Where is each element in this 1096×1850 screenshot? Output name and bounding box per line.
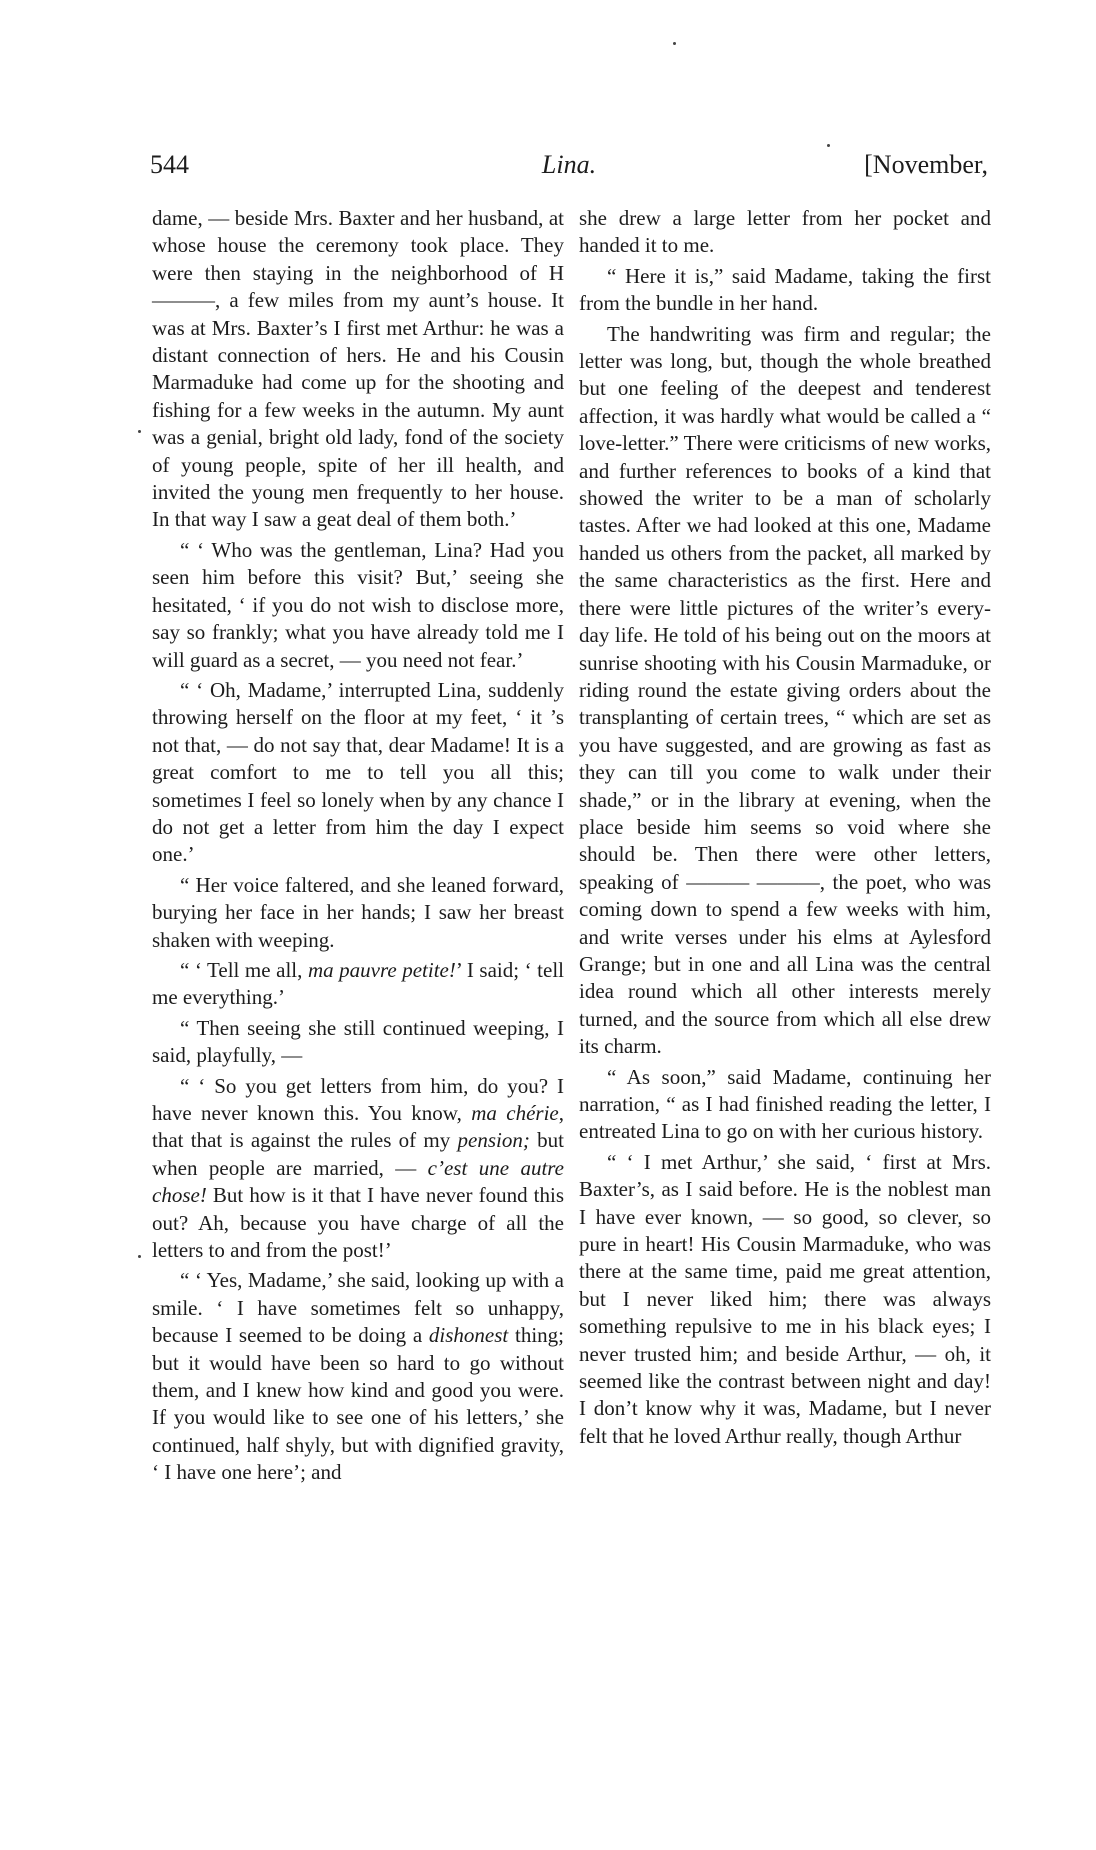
ink-speck — [827, 144, 830, 147]
text-run: , that that is against the rules of my — [152, 1101, 564, 1153]
text-run: “ ‘ Tell me all, — [180, 957, 308, 982]
paragraph: “ As soon,” said Madame, continuing her narration, “ as I had finished reading the letter, I entreated Lina to go on with her curious history. — [579, 1064, 991, 1144]
italic-run: ma pauvre petite! — [307, 957, 456, 982]
paragraph: “ ‘ Oh, Madame,’ interrupted Lina, suddenly throwing herself on the floor at my feet, ‘ it ’s not that, — do not say that, dear Madame! It is a great comfort to me to tell you all this; sometimes I feel so lonely when by any chance I do not get a letter from him the day I expect one.’ — [152, 677, 564, 867]
italic-run: ma chérie — [471, 1101, 559, 1125]
text-run: but when people are married, — — [152, 1128, 564, 1180]
paragraph: she drew a large letter from her pocket and handed it to me. — [579, 206, 991, 258]
paragraph: “ Then seeing she still continued weeping, I said, playfully, — — [152, 1015, 564, 1068]
text-run: “ ‘ So you get letters from him, do you? I have never known this. You know, — [152, 1073, 564, 1125]
ink-speck — [138, 430, 141, 433]
left-column — [152, 205, 564, 1487]
paragraph: “ Her voice faltered, and she leaned forward, burying her face in her hands; I saw her breast shaken with weeping. — [152, 872, 564, 952]
right-column — [579, 205, 991, 1450]
header-month: [November, — [864, 150, 988, 179]
paragraph: “ ‘ I met Arthur,’ she said, ‘ first at Mrs. Baxter’s, as I said before. He is the noblest man I have ever known, — so good, so clever, so pure in heart! His Cousin Marmaduke, who was there at the same time, paid me great attention, but I never liked him; there was always something repulsive to me in his black eyes; I never trusted him; and beside Arthur, — oh, it seemed like the contrast between night and day! I don’t know why it was, Madame, but I never felt that he loved Arthur really, though Arthur — [579, 1149, 991, 1448]
ink-speck — [673, 42, 676, 45]
text-run: But how is it that I have never found this out? Ah, because you have charge of all the letters to and from the post!’ — [152, 1183, 564, 1263]
text-run: ’ I said; ‘ tell me everything.’ — [152, 957, 564, 1010]
italic-run: c’est une autre chose! — [152, 1155, 564, 1208]
text-run: thing; but it would have been so hard to go without them, and I knew how kind and good you were. If you would like to see one of his letters,’ she continued, half shyly, but with dignified gravity, ‘ I have one here’; and — [152, 1323, 564, 1485]
paragraph: dame, — beside Mrs. Baxter and her husband, at whose house the ceremony took place. They were then staying in the neighborhood of H———, a few miles from my aunt’s house. It was at Mrs. Baxter’s I first met Arthur: he was a distant connection of hers. He and his Cousin Marmaduke had come up for the shooting and fishing for a few weeks in the autumn. My aunt was a genial, bright old lady, fond of the society of young people, spite of her ill health, and invited the young men frequently to her house. In that way I saw a geat deal of them both.’ — [152, 206, 564, 532]
paragraph: “ ‘ Who was the gentleman, Lina? Had you seen him before this visit? But,’ seeing she hesitated, ‘ if you do not wish to disclose more, say so frankly; what you have already told me I will guard as a secret, — you need not fear.’ — [152, 537, 564, 672]
running-header — [150, 150, 988, 190]
paragraph — [152, 1073, 564, 1265]
text-run: “ ‘ Yes, Madame,’ she said, looking up with a smile. ‘ I have sometimes felt so unhappy, because I seemed to be doing a — [152, 1268, 564, 1348]
paragraph — [152, 957, 564, 1012]
italic-run: pension; — [457, 1128, 530, 1153]
paragraph — [152, 1267, 564, 1486]
paragraph: The handwriting was firm and regular; the letter was long, but, though the whole breathed but one feeling of the deepest and tenderest affection, it was hardly what would be called a “ love-letter.” There were criticisms of new works, and further references to books of a kind that showed the writer to be a man of scholarly tastes. After we had looked at this one, Madame handed us others from the packet, all marked by the same characteristics as the first. Here and there were little pictures of the writer’s every-day life. He told of his being out on the moors at sunrise shooting with his Cousin Marmaduke, or riding round the estate giving orders about the transplanting of certain trees, “ which are set as you have suggested, and are growing as fast as they can till you come to walk under their shade,” or in the library at evening, when the place beside him seems so void where she should be. Then there were other letters, speaking of ——— ———, the poet, who was coming down to spend a few weeks with him, and write verses under his elms at Aylesford Grange; but in one and all Lina was the central idea round which all other interests merely turned, and the source from which all else drew its charm. — [579, 321, 991, 1059]
running-title: Lina. — [541, 150, 597, 179]
italic-run: dishonest — [428, 1323, 509, 1348]
page-number: 544 — [150, 150, 189, 179]
paragraph: “ Here it is,” said Madame, taking the first from the bundle in her hand. — [579, 263, 991, 316]
ink-speck — [138, 1255, 141, 1258]
